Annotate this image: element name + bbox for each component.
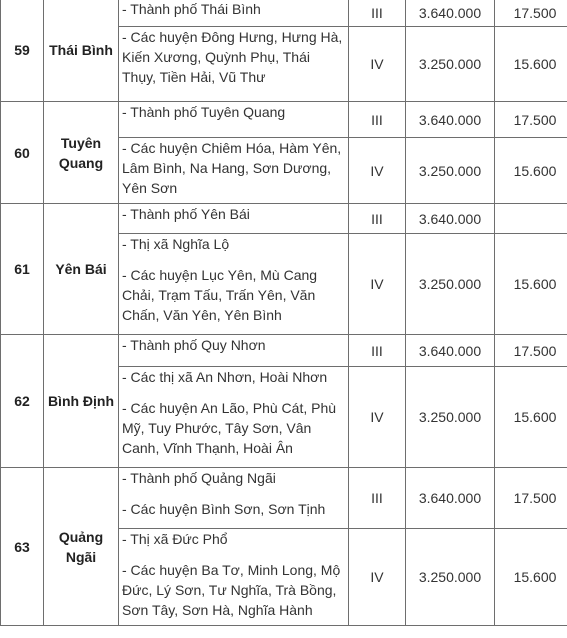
hourly-wage: 15.600	[495, 529, 567, 626]
area-cell	[119, 367, 349, 468]
monthly-wage: 3.250.000	[406, 27, 495, 102]
hourly-wage: 17.500	[495, 102, 567, 138]
region-class: III	[349, 0, 406, 27]
province-name-line: Yên Bái	[55, 261, 107, 277]
area-line: - Thành phố Thái Bình	[122, 1, 261, 17]
area-cell	[119, 529, 349, 626]
province-name	[44, 204, 119, 335]
area-line: - Các huyện Bình Sơn, Sơn Tịnh	[122, 501, 326, 517]
hourly-wage: 17.500	[495, 335, 567, 367]
province-name	[44, 0, 119, 102]
monthly-wage: 3.250.000	[406, 234, 495, 335]
province-name-line: Quảng	[58, 528, 104, 545]
province-name	[44, 102, 119, 204]
row-number: 59	[1, 0, 44, 102]
area-line: Chấn, Văn Yên, Yên Bình	[122, 307, 282, 323]
province-name	[44, 468, 119, 626]
area-line: - Các huyện Đông Hưng, Hưng Hà,	[122, 29, 343, 45]
province-name	[44, 335, 119, 468]
area-line: - Thành phố Tuyên Quang	[122, 104, 286, 120]
province-name-line: Quang	[58, 154, 104, 171]
table-body	[1, 0, 567, 626]
region-class: III	[349, 335, 406, 367]
area-line: Thụy, Tiền Hải, Vũ Thư	[122, 69, 266, 85]
region-class: III	[349, 468, 406, 529]
hourly-wage: 17.500	[495, 468, 567, 529]
area-cell	[119, 0, 349, 27]
area-line: - Thị xã Nghĩa Lộ	[122, 236, 230, 252]
monthly-wage: 3.640.000	[406, 0, 495, 27]
area-line: - Thành phố Yên Bái	[122, 206, 250, 222]
area-cell	[119, 138, 349, 204]
area-line: Mỹ, Tuy Phước, Tây Sơn, Vân	[122, 420, 312, 436]
table-row	[1, 335, 567, 367]
area-line: - Các thị xã An Nhơn, Hoài Nhơn	[122, 369, 328, 385]
region-class: IV	[349, 234, 406, 335]
table-row	[1, 0, 567, 27]
hourly-wage: 15.600	[495, 27, 567, 102]
monthly-wage: 3.640.000	[406, 335, 495, 367]
region-class: IV	[349, 27, 406, 102]
area-line: - Thị xã Đức Phổ	[122, 531, 228, 547]
province-name-line: Thái Bình	[49, 42, 113, 58]
monthly-wage: 3.640.000	[406, 468, 495, 529]
hourly-wage: 15.600	[495, 234, 567, 335]
area-line: Kiến Xương, Quỳnh Phụ, Thái	[122, 49, 310, 65]
area-line: - Các huyện Chiêm Hóa, Hàm Yên,	[122, 140, 342, 156]
row-number: 61	[1, 204, 44, 335]
row-number: 62	[1, 335, 44, 468]
hourly-wage	[495, 204, 567, 234]
area-line: - Thành phố Quy Nhơn	[122, 337, 266, 353]
monthly-wage: 3.250.000	[406, 138, 495, 204]
row-number: 63	[1, 468, 44, 626]
area-line: Chải, Trạm Tấu, Trấn Yên, Văn	[122, 287, 316, 303]
region-class: IV	[349, 138, 406, 204]
province-name-line: Ngãi	[65, 548, 97, 565]
province-name-line: Bình Định	[47, 393, 115, 409]
region-class: III	[349, 204, 406, 234]
region-class: III	[349, 102, 406, 138]
area-line: Đức, Lý Sơn, Tư Nghĩa, Trà Bồng,	[122, 582, 337, 598]
hourly-wage: 15.600	[495, 367, 567, 468]
monthly-wage: 3.250.000	[406, 529, 495, 626]
area-cell	[119, 335, 349, 367]
area-line: Sơn Tây, Sơn Hà, Nghĩa Hành	[122, 602, 313, 618]
area-cell	[119, 234, 349, 335]
area-line: - Các huyện An Lão, Phù Cát, Phù	[122, 400, 337, 416]
province-name-line: Tuyên	[60, 134, 102, 151]
hourly-wage: 15.600	[495, 138, 567, 204]
area-line: - Các huyện Ba Tơ, Minh Long, Mộ	[122, 562, 341, 578]
area-cell	[119, 204, 349, 234]
row-number: 60	[1, 102, 44, 204]
monthly-wage: 3.640.000	[406, 102, 495, 138]
region-class: IV	[349, 529, 406, 626]
monthly-wage: 3.640.000	[406, 204, 495, 234]
area-line: - Các huyện Lục Yên, Mù Cang	[122, 267, 318, 283]
area-cell	[119, 468, 349, 529]
monthly-wage: 3.250.000	[406, 367, 495, 468]
area-line: Yên Sơn	[122, 180, 178, 196]
area-cell	[119, 102, 349, 138]
area-line: Lâm Bình, Na Hang, Sơn Dương,	[122, 160, 332, 176]
table-row	[1, 204, 567, 234]
area-line: Canh, Vĩnh Thạnh, Hoài Ân	[122, 440, 293, 456]
table-row	[1, 102, 567, 138]
area-line: - Thành phố Quảng Ngãi	[122, 470, 276, 486]
region-class: IV	[349, 367, 406, 468]
area-cell	[119, 27, 349, 102]
hourly-wage: 17.500	[495, 0, 567, 27]
table-row	[1, 468, 567, 529]
